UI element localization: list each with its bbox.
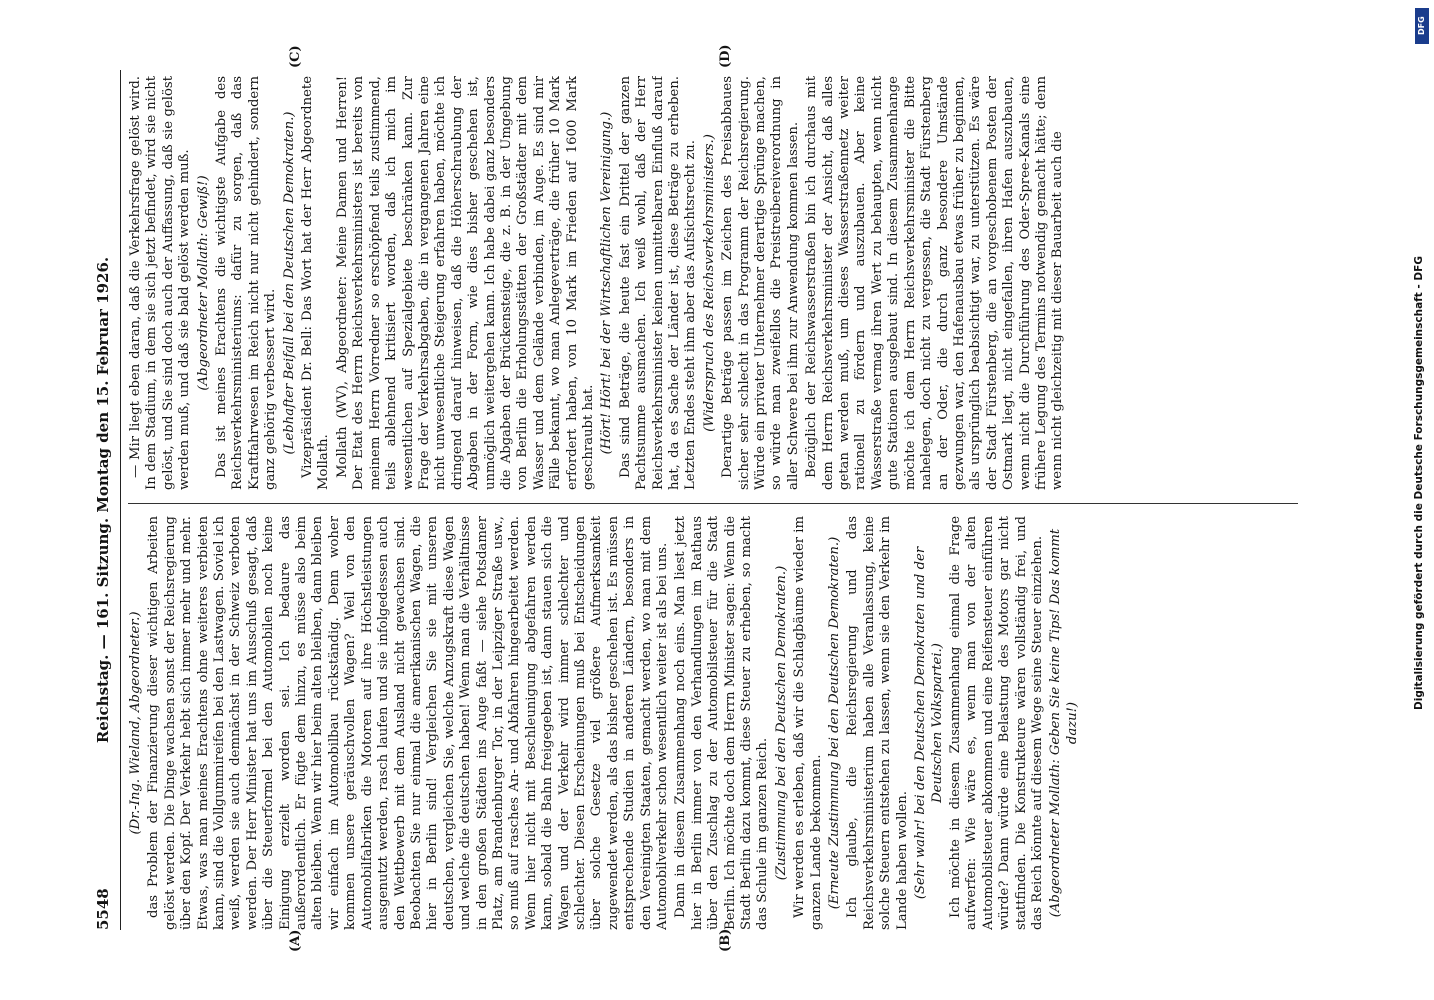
left-column-paragraph: Dann in diesem Zusammenhang noch eins. Man liest jetzt hier in Berlin immer von den Verhandlungen im Rathaus über den Zuschlag zu der Automobilsteuer für die Stadt Berlin. Ich möchte doch dem Herrn Minister sagen: Wenn die Stadt Berlin dazu kommt, diese Steuer zu erheben, so macht das Schule im ganzen Reich. [673, 516, 771, 930]
column-divider [128, 503, 1298, 504]
left-column-paragraph: Wir werden es erleben, daß wir die Schlagbäume wieder im ganzen Lande bekommen. [792, 516, 824, 930]
right-column-paragraph: — Mir liegt eben daran, daß die Verkehrsfrage gelöst wird. In dem Stadium, in dem sie sich jetzt befindet, wird sie nicht gelöst, und Sie sind doch auch der Auffassung, daß sie gelöst werden muß, und daß sie bald gelöst werden muß. [128, 76, 193, 490]
page-number: 5548 [94, 888, 112, 930]
digitization-credit [1411, 10, 1431, 990]
rotated-page-content [88, 44, 1328, 952]
left-column-paragraph: Ich möchte in diesem Zusammenhang einmal die Frage aufwerfen: Wie wäre es, wenn man von der alten Automobilsteuer abkommen und eine Reifensteuer einführen würde? Dann würde eine Belastung des Motors gar nicht stattfinden. Die Konstrukteure wären vollständig frei, und das Reich könnte auf diesem Wege seine Steuer einziehen. [947, 516, 1045, 930]
column-left [128, 516, 1308, 930]
right-column-paragraph: (Abgeordneter Mollath: Gewiß!) [195, 175, 211, 391]
margin-marker-b: (B) [718, 928, 733, 952]
column-right [128, 76, 1308, 490]
right-column-paragraph: Bezüglich der Reichswasserstraßen bin ich durchaus mit dem Herrn Reichsverkehrsminister der Ansicht, daß alles getan werden muß, um dieses Wasserstraßennetz weiter rationell zu fördern und auszubauen. Aber keine Wasserstraße vermag ihren Wert zu behaupten, wenn nicht gute Stationen ausgebaut sind. In diesem Zusammenhange möchte ich dem Herrn Reichsverkehrsminister die Bitte nahelegen, doch nicht zu vergessen, die Stadt Fürstenberg an der Oder, die durch ganz besondere Umstände gezwungen war, den Hafenausbau etwas früher zu beginnen, als ursprünglich beabsichtigt war, zu unterstützen. Es wäre der Stadt Fürstenberg, die an vorgeschobenem Posten der Ostmark liegt, nicht eingefallen, ihren Hafen auszubauen, wenn nicht die Durchführung des Oder-Spree-Kanals eine frühere Legung des Termins notwendig gemacht hätte; denn wenn nicht gleichzeitig mit dieser Bauarbeit auch die [804, 76, 1066, 490]
running-head: Reichstag. — 161. Sitzung. Montag den 15. Februar 1926. [94, 256, 112, 744]
right-column-paragraph: Das ist meines Erachtens die wichtigste Aufgabe des Reichsverkehrsministeriums: dafür zu sorgen, daß das Kraftfahrwesen im Reich nicht nur nicht gehindert, sondern ganz gehörig verbessert wird. [214, 76, 279, 490]
left-column-paragraph: (Dr.-Ing. Wieland, Abgeordneter.) [128, 611, 143, 835]
header-rule [120, 70, 121, 930]
left-column-paragraph: (Sehr wahr! bei den Deutschen Demokraten und der Deutschen Volkspartei.) [913, 546, 945, 900]
right-column-paragraph: (Hört! Hört! bei der Wirtschaftlichen Vereinigung.) [599, 111, 615, 455]
dfg-logo: DFG [1415, 8, 1429, 44]
right-column-paragraph: Mollath (WV), Abgeordneter: Meine Damen und Herren! Der Etat des Herrn Reichsverkehrsministers ist bereits von meinem Herrn Vorredner so erschöpfend teils zustimmend, teils ablehnend kritisiert worden, daß ich mich im wesentlichen auf Spezialgebiete beschränken kann. Zur Frage der Verkehrsabgaben, die in vergangenen Jahren eine nicht unwesentliche Steigerung erfahren haben, möchte ich dringend darauf hinweisen, daß die Höherschraubung der Abgaben in der Form, wie dies bisher geschehen ist, unmöglich weitergehen kann. Ich habe dabei ganz besonders die Abgaben der Brückensteige, die z. B. in der Umgebung von Berlin die Erholungsstätten der Großstädter mit dem Wasser und dem Gelände verbinden, im Auge. Es sind mir Fälle bekannt, wo man Anlegeverträge, die früher 10 Mark erfordert haben, von 10 Mark im Frieden auf 1600 Mark geschraubt hat. [334, 76, 596, 490]
right-column-paragraph: (Widerspruch des Reichsverkehrsministers.) [701, 134, 717, 432]
right-column-paragraph: (Lebhafter Beifall bei den Deutschen Demokraten.) [281, 111, 297, 455]
margin-marker-d: (D) [718, 44, 733, 68]
margin-marker-a: (A) [288, 929, 303, 952]
page-header [88, 70, 122, 930]
digitization-credit-text: Digitalisierung gefördert durch die Deutsche Forschungsgemeinschaft - DFG [1413, 256, 1425, 710]
right-column-paragraph: Vizepräsident Dr. Bell: Das Wort hat der Herr Abgeordnete Mollath. [300, 76, 332, 490]
left-column-paragraph: Ich glaube, die Reichsregierung und das Reichsverkehrsministerium haben alle Veranlassung, keine solche Steuern entstehen zu lassen, wenn sie den Verkehr im Lande haben wollen. [845, 516, 910, 930]
left-column-paragraph: (Erneute Zustimmung bei den Deutschen Demokraten.) [827, 536, 843, 910]
right-column-paragraph: Derartige Beträge passen im Zeichen des Preisabbaues sicher sehr schlecht in das Programm der Reichsregierung. Würde ein privater Unternehmer derartige Sprünge machen, so würde man zweifellos die Preistreibereiverordnung in aller Schwere bei ihm zur Anwendung kommen lassen. [720, 76, 801, 490]
left-column-paragraph: das Problem der Finanzierung dieser wichtigen Arbeiten gelöst werden. Die Dinge wachsen sonst der Reichsregierung über den Kopf. Der Verkehr hebt sich immer mehr und mehr. Etwas, was man meines Erachtens ohne weiteres verbieten kann, sind die Vollgummireifen bei den Lastwagen. Soviel ich weiß, werden sie auch demnächst in der Schweiz verboten werden. Der Herr Minister hat uns im Ausschuß gesagt, daß über die Steuerformel bei den Automobilen noch keine Einigung erzielt worden sei. Ich bedaure das außerordentlich. Er fügte dem hinzu, es müsse also beim alten bleiben. Wenn wir hier beim alten bleiben, dann bleiben wir einfach im Automobilbau rückständig. Denn woher kommen unsere geräuschvollen Wagen? Weil von den Automobilfabriken die Motoren auf ihre Höchstleistungen ausgenutzt werden, rasch laufen und sie infolgedessen auch den Wettbewerb mit dem Ausland nicht gewachsen sind. Beobachten Sie nur einmal die amerikanischen Wagen, die hier in Berlin sind! Vergleichen Sie sie mit unseren deutschen, vergleichen Sie, welche Anzugskraft diese Wagen und welche die deutschen haben! Wenn man die Verhältnisse in den großen Städten ins Auge faßt — siehe Potsdamer Platz, am Brandenburger Tor, in der Leipziger Straße usw., so muß auf rasches An- und Abfahren hingearbeitet werden. Wenn hier nicht mit Beschleunigung abgefahren werden kann, sobald die Bahn freigegeben ist, dann stauen sich die Wagen und der Verkehr wird immer schlechter und schlechter. Diesen Erscheinungen muß bei Entscheidungen über solche Gesetze viel größere Aufmerksamkeit zugewendet werden, als das bisher geschehen ist. Es müssen entsprechende Studien in anderen Ländern, besonders in den Vereinigten Staaten, gemacht werden, wo man mit dem Automobilverkehr schon wesentlich weiter ist als bei uns. [146, 516, 670, 930]
right-column-paragraph: Das sind Beträge, die heute fast ein Drittel der ganzen Pachtsumme ausmachen. Ich weiß wohl, daß der Herr Reichsverkehrsminister keinen unmittelbaren Einfluß darauf hat, da es Sache der Länder ist, diese Beträge zu erheben. Letzten Endes steht ihm aber das Aufsichtsrecht zu. [617, 76, 699, 490]
left-column-paragraph: (Zustimmung bei den Deutschen Demokraten.) [773, 565, 789, 881]
margin-marker-c: (C) [288, 45, 303, 68]
left-column-paragraph: (Abgeordneter Mollath: Geben Sie keine Tips! Das kommt dazu!) [1048, 528, 1080, 918]
